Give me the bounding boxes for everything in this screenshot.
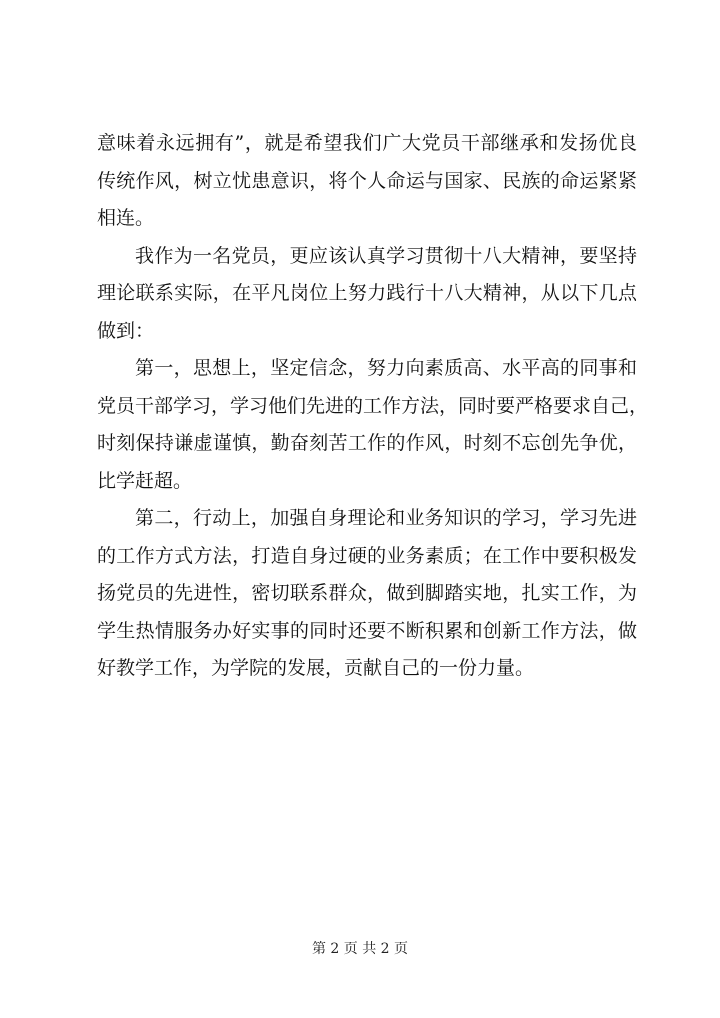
text-line: 做到： [97, 319, 155, 342]
page-number-footer: 第 2 页 共 2 页 [311, 941, 409, 957]
document-body [97, 125, 649, 688]
text-line: 好教学工作，为学院的发展，贡献自己的一份力量。 [97, 657, 535, 679]
text-line: 扬党员的先进性，密切联系群众，做到脚踏实地，扎实工作，为 [97, 582, 637, 604]
paragraph-start-line: 第二，行动上，加强自身理论和业务知识的学习，学习先进 [135, 507, 637, 529]
paragraph-start-line: 第一，思想上，坚定信念，努力向素质高、水平高的同事和 [135, 357, 637, 379]
paragraph-start-line: 我作为一名党员，更应该认真学习贯彻十八大精神，要坚持 [135, 244, 637, 267]
text-line: 学生热情服务办好实事的同时还要不断积累和创新工作方法，做 [97, 619, 637, 642]
text-line: 相连。 [97, 207, 155, 229]
text-line: 比学赶超。 [97, 469, 193, 492]
text-line: 意味着永远拥有”，就是希望我们广大党员干部继承和发扬优良 [97, 132, 637, 154]
text-line: 理论联系实际，在平凡岗位上努力践行十八大精神，从以下几点 [97, 282, 637, 304]
text-line: 的工作方式方法，打造自身过硬的业务素质；在工作中要积极发 [97, 544, 637, 567]
text-line: 党员干部学习，学习他们先进的工作方法，同时要严格要求自己， [97, 394, 649, 417]
text-line: 时刻保持谦虚谨慎，勤奋刻苦工作的作风，时刻不忘创先争优， [97, 432, 637, 454]
text-line: 传统作风，树立忧患意识，将个人命运与国家、民族的命运紧紧 [97, 169, 637, 192]
